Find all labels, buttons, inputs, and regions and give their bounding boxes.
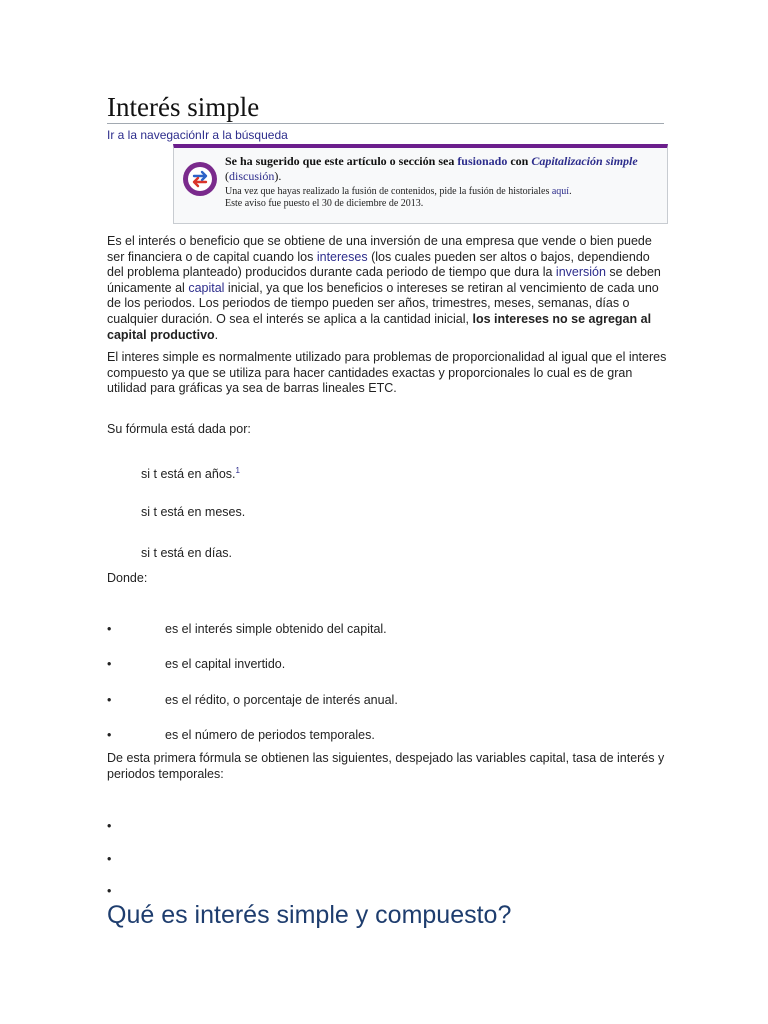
section-heading: Qué es interés simple y compuesto? <box>107 901 512 929</box>
capital-link[interactable]: capital <box>188 280 225 295</box>
bullet-marker: • <box>107 852 112 866</box>
jump-to-navigation-link[interactable]: Ir a la navegación <box>107 128 202 142</box>
condition-years: si t está en años.$^1$ <box>141 466 240 481</box>
intereses-link[interactable]: intereses <box>316 249 368 264</box>
title-divider <box>107 123 664 124</box>
merge-notice-box <box>173 144 668 224</box>
bullet-marker: • <box>107 657 112 671</box>
reference-link[interactable]: 1 <box>235 466 240 475</box>
condition-days: si t está en días. <box>141 546 233 560</box>
bullet-marker: • <box>107 728 112 742</box>
bullet-marker: • <box>107 693 112 707</box>
definition-periods: es el número de periodos temporales. <box>165 728 375 742</box>
history-merge-link[interactable]: aquí <box>551 186 570 197</box>
formula-intro: Su fórmula está dada por: <box>107 422 251 436</box>
definition-interest: es el interés simple obtenido del capital. <box>165 622 387 636</box>
bullet-marker: • <box>107 622 112 636</box>
definition-rate: es el rédito, o porcentaje de interés anual. <box>165 693 398 707</box>
merge-notice-message: Se ha sugerido que este artículo o sección sea fusionado con Capitalización simple (discusión). <box>225 154 638 183</box>
merge-arrows-icon <box>183 162 217 196</box>
jump-to-search-link[interactable]: Ir a la búsqueda <box>201 128 288 142</box>
discussion-link[interactable]: discusión <box>229 169 275 183</box>
jump-links <box>107 127 288 143</box>
intro-paragraph: Es el interés o beneficio que se obtiene de una inversión de una empresa que vende o bien puede ser financiera o de capital cuando los intereses (los cuales pueden ser altos o bajos, dependiendo del problema planteado) producidos durante cada periodo de tiempo que dura la inversión se deben únicamente al capital inicial, ya que los beneficios o intereses se retiran al vencimiento de cada uno de los periodos. Los periodos de tiempo pueden ser años, trimestres, meses, semanas, días o cualquier duración. O sea el interés se aplica a la cantidad inicial, los intereses no se agregan al capital productivo. <box>107 234 661 342</box>
definition-capital: es el capital invertido. <box>165 657 286 671</box>
inversion-link[interactable]: inversión <box>555 265 606 280</box>
bullet-marker: • <box>107 819 112 833</box>
donde-label: Donde: <box>107 571 148 585</box>
usage-paragraph: El interes simple es normalmente utilizado para problemas de proporcionalidad al igual que el interes compuesto ya que se utiliza para hacer cantidades exactas y proporcionales lo cual es de gran utilidad para gráficas ya sea de barras lineales ETC. <box>107 350 667 396</box>
notice-date: Este aviso fue puesto el 30 de diciembre de 2013. <box>225 198 424 209</box>
key-statement: los intereses no se agregan al capital productivo <box>107 311 652 342</box>
merge-target-link[interactable]: Capitalización simple <box>531 154 638 168</box>
merge-notice-details: Una vez que hayas realizado la fusión de contenidos, pide la fusión de historiales aquí. Este aviso fue puesto el 30 de diciembre de 2013. <box>225 186 572 209</box>
merge-link[interactable]: fusionado <box>457 154 508 168</box>
condition-months: si t está en meses. <box>141 505 246 519</box>
page-title: Interés simple <box>107 92 260 122</box>
bullet-marker: • <box>107 884 112 898</box>
derived-formulas-paragraph: De esta primera fórmula se obtienen las siguientes, despejado las variables capital, tasa de interés y periodos temporales: <box>107 751 665 781</box>
